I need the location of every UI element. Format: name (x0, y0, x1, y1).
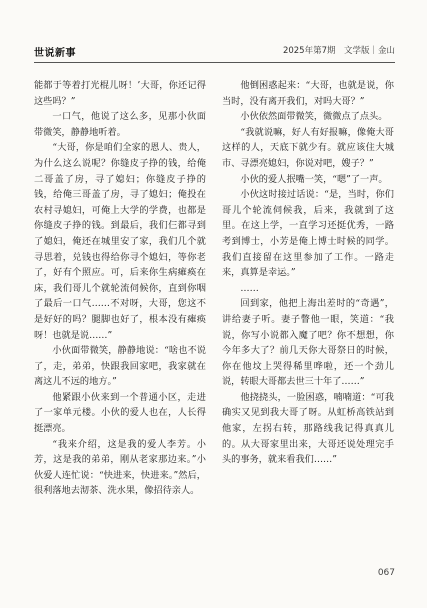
left-text-column (34, 78, 206, 499)
paragraph: 他挠挠头，一脸困惑，喃喃道：“可我确实又见到我大哥了呀。从虹桥高铁站到他家，左拐右转，那路线我记得真真儿的。从大哥家里出来，大哥还说处理完手头的事务，就来看我们……” (222, 391, 394, 466)
right-text-column (222, 78, 394, 468)
paragraph: “我就说嘛，好人有好报嘛，像俺大哥这样的人，天底下就少有。就应该住大城市、寻漂亮媳妇，你说对吧，嫂子？” (222, 126, 394, 169)
magazine-brand: 世说新事 (34, 48, 76, 59)
page-number: 067 (377, 568, 395, 578)
paragraph: 回到家，他把上海出差时的“奇遇”，讲给妻子听。妻子瞥他一眼，笑道：“我说，你写小说都入魔了吧？你不想想，你今年多大了？前几天你大哥祭日的时候，你在他坟上哭得稀里哗啦，还一个劲儿说，转眼大哥都去世三十年了……” (222, 298, 394, 388)
paragraph: 他倒困惑起来：“大哥，也就是说，你当时，没有离开我们，对吗大哥？” (222, 80, 394, 107)
paragraph: 小伙这时接过话说：“是，当时，你们哥儿个轮流伺候我，后来，我就到了这里。在这上学，一直学习还挺优秀，一路考到博士，小芳是俺上博士时候的同学。我们直接留在这里参加了工作。一路走来，真算是幸运。” (222, 189, 394, 279)
paragraph: “大哥，你是咱们全家的恩人、贵人，为什么这么说呢？你缝皮子挣的钱，给俺二哥盖了房，寻了媳妇；你缝皮子挣的钱，给俺三哥盖了房，寻了媳妇；俺投在农村寻媳妇，可俺上大学的学费，也都是你缝皮子挣的钱。到最后，我们仨都寻到了媳妇，俺还在城里安了家，我们几个就寻思着，兑钱也得给你寻个媳妇，等你老了，好有个照应。可，后来你生病瘫痪在床，我们哥儿个就轮流伺候你，直到你咽了最后一口气……不对呀，大哥，您这不是好好的吗？腿脚也好了，根本没有瘫痪呀！也就是说……” (34, 142, 206, 341)
paragraph: 他紧跟小伙来到一个普通小区，走进了一家单元楼。小伙的爱人也在，人长得挺漂亮。 (34, 391, 206, 435)
issue-info: 2025年第7期 文学版｜金山 (282, 46, 395, 56)
paragraph: 一口气，他说了这么多，见那小伙面带微笑，静静地听着。 (34, 111, 206, 138)
paragraph: “我来介绍，这是我的爱人李芳。小芳，这是我的弟弟，刚从老家那边来。”小伙爱人连忙说：“快进来，快进来。”然后，很利落地去沏茶、洗水果，像招待亲人。 (34, 438, 206, 497)
paragraph: 小伙的爱人抿嘴一笑，“嗯”了一声。 (240, 173, 388, 185)
header-rule (34, 62, 395, 63)
ellipsis-break: …… (240, 282, 259, 294)
paragraph: 能都于等着打光棍儿呀！’大哥，你还记得这些吗？” (34, 80, 206, 107)
page-header (34, 44, 395, 58)
paragraph: 小伙面带微笑，静静地说：“啥也不说了，走，弟弟，快跟我回家吧，我家就在离这儿不远的地方。” (34, 345, 206, 388)
paragraph: 小伙依然面带微笑，微微点了点头。 (240, 111, 388, 123)
